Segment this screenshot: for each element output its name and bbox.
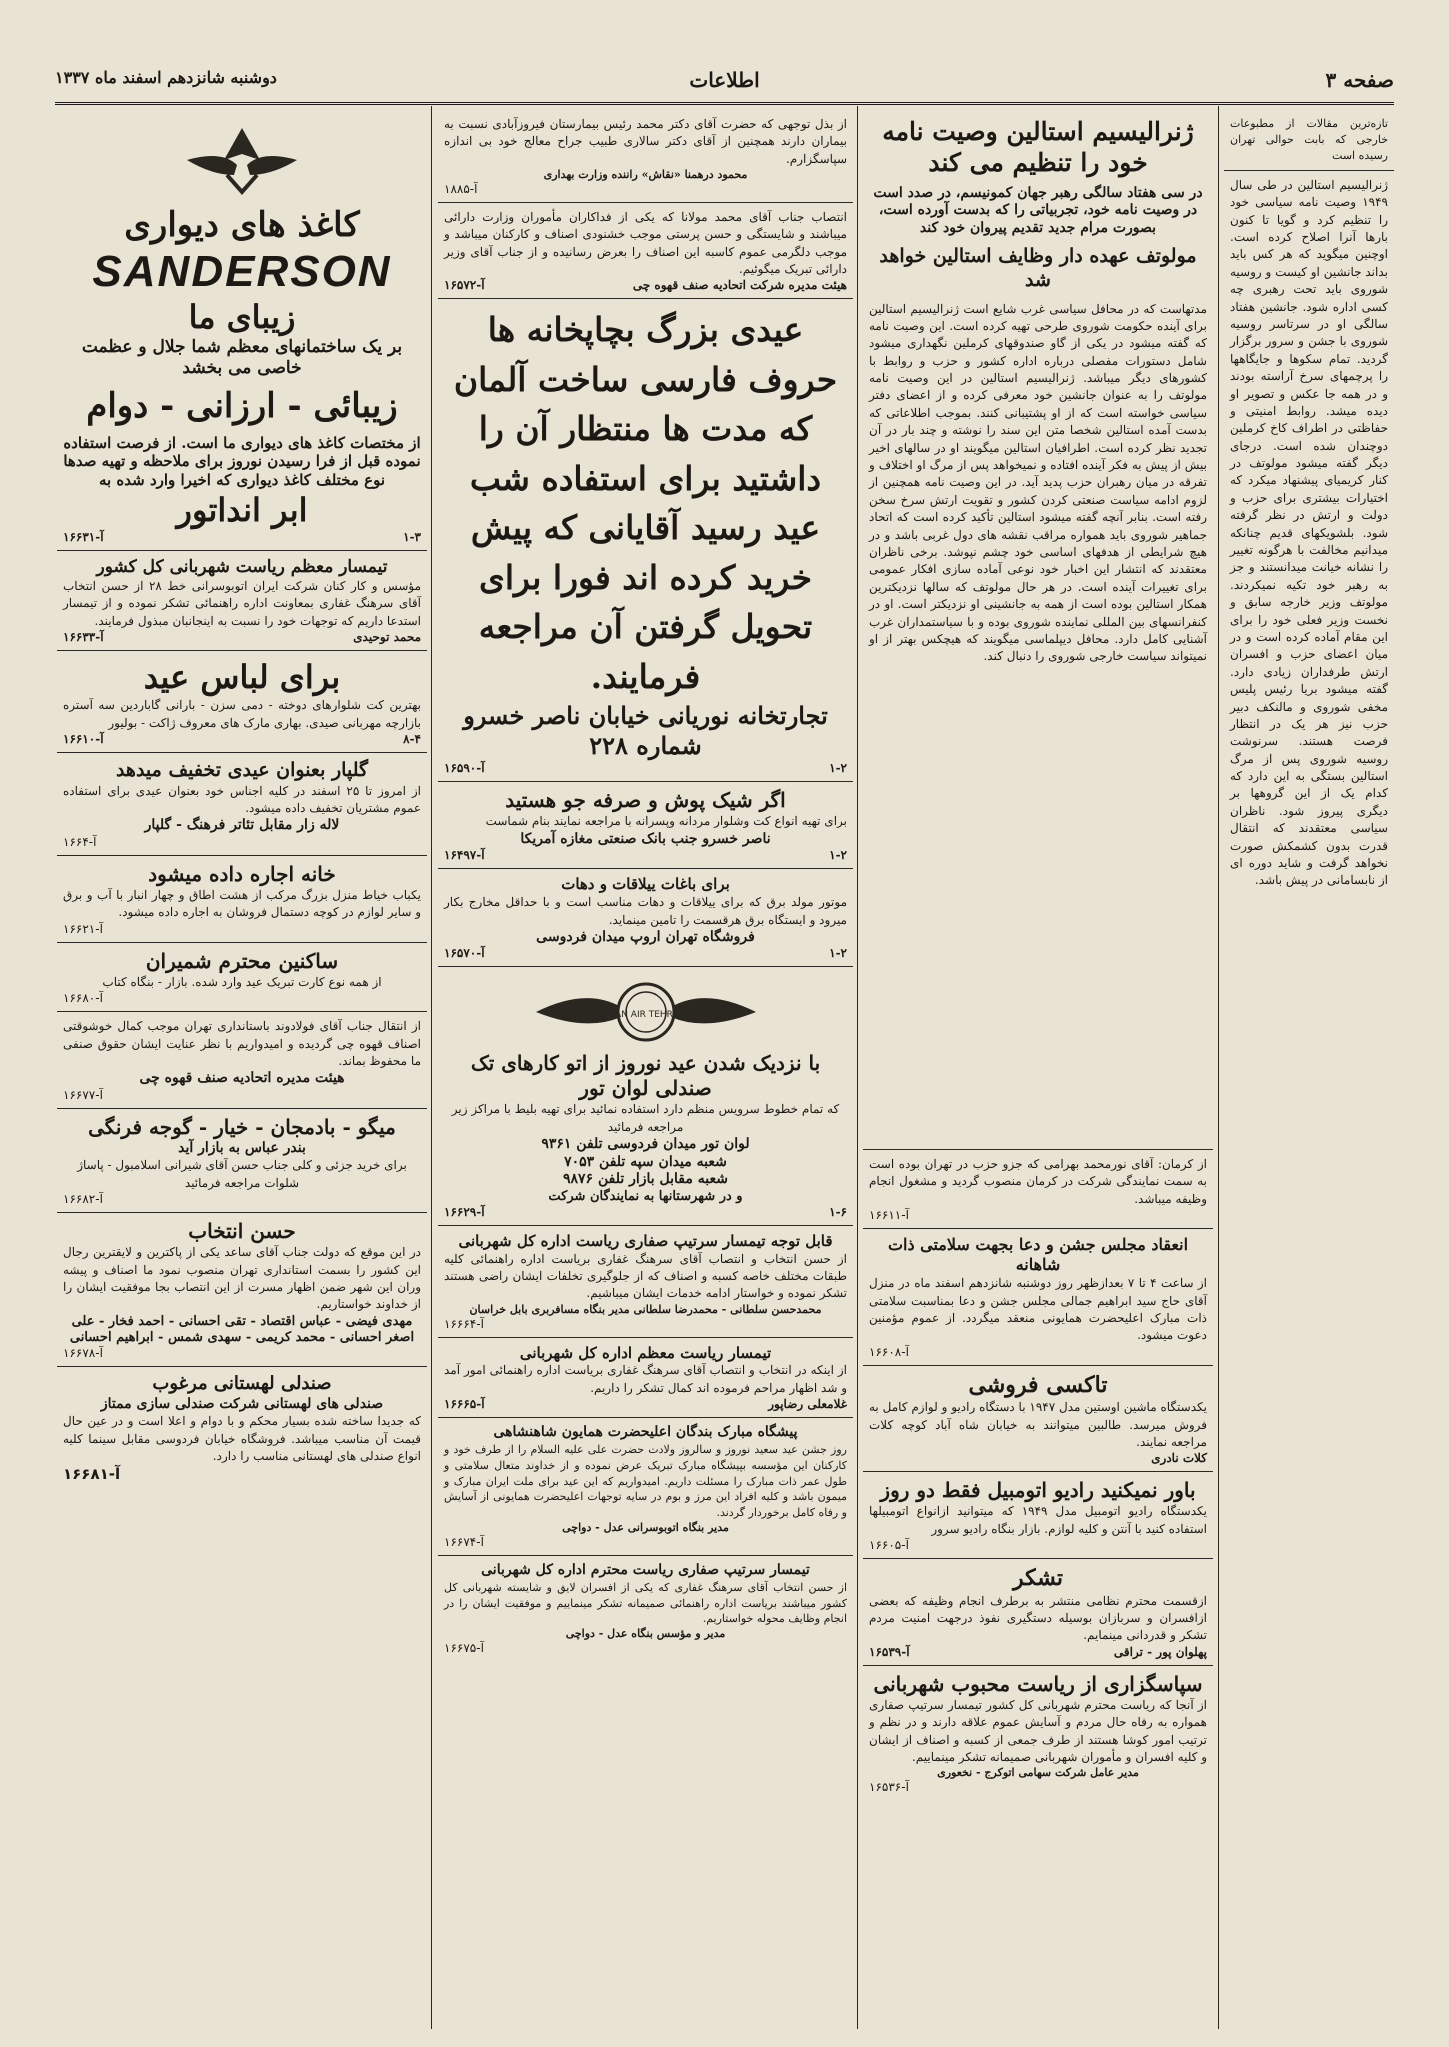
ad-reference: آ-۱۶۵۷۲ [444,278,485,293]
ad-body: برای تهیه انواع کت وشلوار مردانه وپسرانه با مراجعه نمایند بنام شماست [485,814,847,829]
store-name: ابر انداتور [176,490,308,529]
ad-body: موتور مولد برق که برای ییلاقات و دهات مناسب است و با حداقل مخارج بکار میرود و ایستگاه برق هرقسمت را تامین مینماید. [444,895,847,927]
ad-footer [869,1451,1207,1465]
ad-reference: آ-۱۶۶۰۸ [869,1344,909,1359]
notice-title: تیمسار سرتیپ صفاری ریاست محترم اداره کل شهربانی [481,1562,810,1579]
notice-title: تیمسار ریاست معظم اداره کل شهربانی [519,1343,772,1362]
column-3 [438,110,853,2027]
ad-body: از آنجا که ریاست محترم شهربانی کل کشور تیمسار سرتیپ صفاری همواره به رفاه حال مردم و آسایش عموم علاقه دارند و در نظم و ترتیب امور کوشا هستند از طرف جمعی از کسبه و اصناف از ایشان و کلیه افسران و مأموران شهربانی صمیمانه تشکر مینماییم. [869,1697,1207,1765]
ad-title: کاغذ های دیواری [124,205,360,245]
sanderson-emblem-icon [182,120,302,200]
ad-golpar [57,753,427,856]
ad-body: بهترین کت شلوارهای دوخته - دمی سزن - بارانی گاباردین سه آستره بازارچه مهربانی صیدی. بهاری مارک های معروف ژاکت - بولیور [63,698,421,730]
notice-body: از ساعت ۴ تا ۷ بعدازظهر روز دوشنبه شانزدهم اسفند ماه در منزل آقای حاج سید ابراهیم جمالی مجلس جشن و دعا بمناسبت سلامتی ذات مبارک اعلیحضرت همایونی منعقد میگردد. از عموم مؤمنین دعوت میشود. [869,1276,1208,1343]
ad-reference: آ-۱۶۶۴ [63,834,97,849]
notice-body: از انتقال جناب آقای فولادوند باستانداری تهران موجب کمال خوشوقتی اصناف قهوه چی گردیده و امیدواریم با نظر عنایت ایشان حقوق صنفی ما محفوظ بماند. [63,1019,421,1068]
ad-code: ۱-۲ [829,761,847,776]
notice-good-choice [57,1213,427,1367]
ad-radio [863,1472,1213,1559]
ad-body: یکباب خیاط منزل بزرگ مرکب از هشت اطاق و چهار انبار با آب و برق و سایر لوازم در کوچه دستمال فروشان به اجاره داده میشود. [63,887,421,920]
ad-signature: ناصر خسرو جنب بانک صنعتی مغازه آمریکا [520,830,771,847]
ad-body: از همه نوع کارت تبریک عید وارد شده. بازار - بنگاه کتاب [102,974,382,989]
ad-signature: مدیر عامل شرکت سهامی اتوکرج - نخعوری [937,1766,1139,1780]
ad-bus-company [438,967,853,1226]
notice-bus-line [57,551,427,651]
notice-title: پیشگاه مبارک بندگان اعلیحضرت همایون شاهنشاهی [493,1424,798,1441]
ad-body: یکدستگاه ماشین اوستین مدل ۱۹۴۷ با دستگاه رادیو و لوازم کامل به فروش میرسد. طالبین میتوانند به خیابان شاه آباد کوچه کلات مراجعه نمایند. [869,1400,1207,1450]
notice-kerman [863,1150,1213,1229]
notice-body: در این موقع که دولت جناب آقای ساعد یکی از پاکترین و لایقترین رجال این کشور را بسمت استانداری تهران منصوب نمود ما اصناف و پیشه وران این شهر ضمن اظهار مسرت از این انتصاب بجا موفقیت ایشان را از خداوند خواستاریم. [63,1245,421,1312]
ad-body: برای خرید جزئی و کلی جناب حسن آقای شیرانی اسلامبول - پاساژ شلوات مراجعه فرمائید [77,1158,407,1190]
ad-reference: آ-۱۶۵۹۰ [444,761,485,776]
ad-signature: کلات نادری [1151,1451,1207,1466]
masthead-rule [55,102,1394,105]
ad-code: ۱-۳ [403,529,421,544]
ad-title: خانه اجاره داده میشود [148,861,336,886]
notice-union [438,203,853,300]
ad-subtitle: بندر عباس به بازار آید [178,1139,306,1156]
ad-footer [63,530,421,544]
ad-footer [444,278,847,292]
article-subtitle: در سی هفتاد سالگی رهبر جهان کمونیسم، در صدد است در وصیت نامه خود، تجربیاتی را که بدست آورده است، بصورت مرام جدید تقدیم پیروان خود کند [873,184,1203,236]
ad-body: که جدیدا ساخته شده بسیار محکم و با دوام و اعلا است و در عین حال قیمت آن مناسب میباشد. فروشگاه خیابان فردوسی مقابل سینما کلیه انواع صندلی های لهستانی مناسب را دارد. [63,1414,421,1463]
notice-signature: محمد توحیدی [353,630,421,645]
issue-date: دوشنبه شانزدهم اسفند ماه ۱۳۳۷ [55,68,277,87]
article-headline: ژنرالیسیم استالین وصیت نامه خود را تنظیم می کند [882,117,1194,178]
ad-reference: آ-۱۶۶۸۲ [63,1192,103,1207]
notice-body: از کرمان: آقای نورمحمد بهرامی که جزو حزب در تهران بوده است به سمت نمایندگی شرکت در کرمان منصوب گردید و مشغول انجام وظیفه میباشد. [869,1157,1207,1206]
column-4 [57,110,427,2027]
brand-name: SANDERSON [92,246,392,296]
notice-body: از حسن انتخاب و انتصاب آقای سرهنگ غفاری بریاست اداره راهنمائی کلیه طبقات مختلف خاصه کسبه و اصناف که از جلوگیری تخلفات ایشان راضی هستند تشکر نموده و خواستار ادامه خدمات ایشان میباشیم. [444,1251,847,1301]
notice-body: از بذل توجهی که حضرت آقای دکتر محمد رئیس بیمارستان فیروزآبادی نسبت به بیماران دارند همچنین از آقای دکتر سالاری طبیب جراح معالج خود بی اندازه سپاسگزارم. [444,117,847,166]
ad-footer [869,1645,1207,1659]
notice-title: حسن انتخاب [188,1219,296,1244]
masthead [55,60,1394,106]
ad-signature: لاله زار مقابل تئاتر فرهنگ - گلپار [144,817,340,834]
ad-footer [444,761,847,775]
ad-body: یکدستگاه رادیو اتومبیل مدل ۱۹۴۹ که میتوانید ازانواع اتومبیلها استفاده کنید با آنتن و کلیه لوازم. بازار بنگاه رادیو سرور [869,1504,1207,1536]
notice-hospital [438,110,853,203]
ad-line: و در شهرستانها به نمایندگان شرکت [548,1188,743,1204]
ad-footer [444,1397,847,1411]
notice-signature: هیئت مدیره اتحادیه صنف قهوه چی [139,1070,345,1087]
column-rule [431,106,432,2029]
ad-body: از مختصات کاغذ های دیواری ما است. از فرصت استفاده نموده قبل از فرا رسیدن نوروز برای ملاحظه و تهیه صدها نوع مختلف کاغذ دیواری که اخیرا وارد شده به [63,433,421,489]
notice-royal-court [438,1418,853,1556]
notice-signature: محمود درهمنا «نقاش» راننده وزارت بهداری [543,168,748,182]
ad-reference: آ-۱۶۶۷۵ [444,1641,484,1656]
ad-reference: آ-۱۶۶۷۸ [63,1346,103,1361]
ad-reference: آ-۱۶۶۰۵ [869,1538,909,1553]
ad-reference: آ-۱۶۶۸۱ [63,1465,121,1484]
ad-slogan: زیبائی - ارزانی - دوام [86,386,398,426]
ad-line: شعبه مقابل بازار تلفن ۹۸۷۶ [563,1171,728,1188]
ad-signature: تجارتخانه نوریانی خیابان ناصر خسرو شماره ۲۲۸ [463,701,828,761]
ad-footer [63,630,421,644]
ad-tagline: زیبای ما [188,297,296,336]
ad-footer [63,732,421,746]
ad-title: اگر شیک پوش و صرفه جو هستید [505,788,786,813]
notice-title: تیمسار معظم ریاست شهربانی کل کشور [96,556,388,577]
lead-article [863,110,1213,1150]
ad-reference: آ-۱۶۶۲۹ [444,1204,485,1219]
ad-title: میگو - بادمجان - خیار - گوجه فرنگی [88,1114,396,1139]
column-2 [863,110,1213,2027]
ad-title: گلپار بعنوان عیدی تخفیف میدهد [115,758,369,781]
ad-title: باور نمیکنید رادیو اتومبیل فقط دو روز [880,1478,1196,1503]
ad-footer [444,848,847,862]
ad-gratitude-police [863,1666,1213,1800]
winged-logo-icon [526,977,766,1047]
notice-body: روز جشن عید سعید نوروز و سالروز ولادت حضرت علی علیه السلام را از طرف خود و کارکنان این مؤسسه بپیشگاه مبارک تبریک عرض نموده و از خداوند متعال سلامتی و طول عمر ذات مبارک را مسئلت داریم. امیدواریم که این عید برای ملت ایران مبارک و میمون باشد و کلیه افراد این مرز و بوم در سایه توجهات اعلیحضرت همایونی از آسایش و رفاه کامل برخوردار گردند. [444,1442,847,1520]
ad-intro: بر یک ساختمانهای معظم شما جلال و عظمت خاصی می بخشد [81,336,403,378]
ad-subtitle: صندلی های لهستانی شرکت صندلی سازی ممتاز [100,1395,384,1412]
notice-signature: محمدحسن سلطانی - محمدرضا سلطانی مدیر بنگاه مسافربری بابل خراسان [469,1302,822,1316]
ad-chairs [57,1367,427,1489]
ad-title: تاکسی فروشی [968,1371,1108,1398]
ad-title: ساکنین محترم شمیران [145,948,339,973]
ad-footer [444,946,847,960]
ad-reference: آ-۱۶۶۳۱ [63,529,104,544]
ad-signature: پهلوان پور - تراقی [1113,1644,1207,1659]
ad-reference: آ-۱۶۶۶۵ [444,1397,485,1412]
notice-title: قابل توجه تیمسار سرتیپ صفاری ریاست اداره کل شهربانی [458,1231,833,1250]
ad-reference: آ-۱۶۶۸۰ [63,991,103,1006]
article-body: ژنرالیسیم استالین در طی سال ۱۹۴۹ وصیت نامه سیاسی خود را تنظیم کرد و گویا تا کنون بارها آنرا اصلاح کرده است. اوچنین میگوید که هر کس باید بداند جانشین او کیست و روسیه شوروی باید تحت رهبری چه کسی اداره شود. جانشین هفتاد سالگی او در سرتاسر روسیه شوروی با جشن و سرور برگزار گردید. تمام سکوها و جایگاهها را پرچمهای سرخ آراسته بودند و در همه جا عکس و تصویر او دیده میشد. روابط امنیتی و حفاظتی در اطراف کاخ کرملین دوچندان شده است. درجای دیگر گفته میشود مولوتف در کنار کریمیای پیشنهاد میکرد که اختیارات بیشتری برای حزب و دولت و ارتش در نظر گرفته شود. بلشویکهای قدیم چنانکه میدانیم مخالفت با هرگونه تغییر را نشانه خیانت میدانستند و جز به رهبر خود تکیه نمیکردند. مولوتف وزیر خارجه سابق و نخست وزیر فعلی خود را برای این مقام آماده کرده است و در میان اعضای حزب و افسران ارتش طرفداران زیادی دارد. گفته میشود بریا رئیس پلیس مخفی شوروی و مالنکف دبیر حزب نیز هر یک در انتظار فرصت هستند. سرنوشت روسیه شوروی پس از مرگ استالین بستگی به این دارد که کدام یک از این گروهها بر دیگری پیروز شود. ناظران سیاسی معتقدند که انتقال قدرت بدون کشمکش صورت نخواهد گرفت و شاید دوره ای از نابسامانی در پیش باشد. [1229,177,1388,888]
ad-reference: آ-۱۸۸۵ [444,181,478,196]
ad-headline: عیدی بزرگ بچاپخانه ها حروف فارسی ساخت آلمان که مدت ها منتظار آن را داشتید برای استفاده شب عید رسید آقایانی که پیش خرید کرده اند فورا برای تحویل گرفتن آن مراجعه فرمایند. [453,310,838,696]
ad-title: برای لباس عید [143,658,341,697]
column-rule [857,106,858,2029]
notice-body: مؤسس و کار کنان شرکت ایران اتوبوسرانی خط ۲۸ از حسن انتخاب آقای سرهنگ غفاری بمعاونت اداره راهنمائی تشکر نموده و از تیمسار استدعا داریم که توجهات خود را نسبت به اینجانبان مبذول فرمایند. [63,579,421,628]
article-subhead: مولوتف عهده دار وظایف استالین خواهد شد [879,245,1197,291]
ad-line: لوان تور میدان فردوسی تلفن ۹۳۶۱ [541,1136,750,1153]
notice-signature: مدیر بنگاه اتوبوسرانی عدل - دواچی [562,1521,729,1535]
notice-signatures: مهدی فیضی - عباس اقتصاد - تقی احسانی - احمد فخار - علی اصغر احسانی - محمد کریمی - سهدی شمس - ابراهیم احسانی [69,1313,415,1345]
ad-generator [438,869,853,967]
notice-safari [438,1556,853,1661]
ad-shemiran [57,943,427,1012]
notice-title: انعقاد مجلس جشن و دعا بجهت سلامتی ذات شاهانه [887,1235,1189,1275]
ad-reference: آ-۱۶۶۲۱ [63,921,103,936]
column-intro: تازه‌ترین مقالات از مطبوعات خارجی که بابت حوالی تهران رسیده است [1224,110,1394,171]
ad-code: ۱-۲ [829,848,847,863]
ad-body: که تمام خطوط سرویس منظم دارد استفاده نمائید برای تهیه بلیط با مراکز زیر مراجعه فرمائید [451,1102,840,1134]
ad-reference: آ-۱۶۶۳۳ [63,630,104,645]
ad-reference: آ-۱۶۶۱۱ [869,1208,909,1223]
ad-title: تشکر [1012,1565,1064,1592]
ad-printing-type [438,299,853,782]
notice-body: از اینکه در انتخاب و انتصاب آقای سرهنگ غفاری بریاست اداره راهنمائی امور آمد و شد اظهار مراحم فرموده اند کمال تشکر را داریم. [444,1363,847,1395]
ad-wallpaper [57,110,427,551]
article-body: مدتهاست که در محافل سیاسی غرب شایع است ژنرالیسیم استالین برای آینده حکومت شوروی طرحی تهیه کرده است. این وصیت نامه که گفته میشود در یکی از گاو صندوقهای کرملین نگهداری میشود شامل دستورات مفصلی درباره اداره کشور و حزب و روابط با کشورهای دیگر میباشد. ژنرالیسیم استالین در این وصیت نامه مولوتف را به عنوان جانشین خود معرفی کرده و از اعضای دفتر سیاسی خواسته است که از او پشتیبانی کنند. بموجب اطلاعاتی که بدست آمده استالین شخصا متن این سند را نوشته و چند بار در آن تجدید نظر کرده است. اطرافیان استالین میگویند او در سالهای اخیر بیش از پیش به فکر آینده افتاده و نمیخواهد پس از مرگ او اختلاف و تفرقه در میان رهبران حزب پدید آید. در این وصیت نامه همچنین از لزوم ادامه سیاست صنعتی کردن کشور و تقویت ارتش سرخ سخن رفته است. بنابر آنچه گفته میشود استالین تأکید کرده است که اتحاد جماهیر شوروی باید همواره مراقب نقشه های دول غربی باشد و در هیچ شرایطی از هدفهای اساسی خود چشم نپوشد. برخی ناظران معتقدند که انتشار این اخبار خود نوعی آماده سازی افکار عمومی برای تغییرات آینده است. در هر حال مولوتف که سالها نزدیکترین همکار استالین بوده است از همه به جانشینی او نزدیکتر است. او در کنفرانسهای بین المللی نماینده شوروی بوده و با سیاستمداران غرب آشنایی کامل دارد. محافل دیپلماسی میگویند که هیچکس بهتر از او نمیتواند سیاست خارجی شوروی را دنبال کند. [869,301,1207,664]
notice-assembly [863,1229,1213,1366]
ad-reference: آ-۱۶۵۳۶ [869,1780,909,1795]
ad-eid-clothing [57,651,427,753]
notice-body: از حسن انتخاب آقای سرهنگ غفاری که یکی از افسران لایق و شایسته شهربانی کل کشور میباشند بریاست اداره راهنمائی صمیمانه تشکر مینماییم و موفقیت ایشان را در انجام وظایف محوله خواستاریم. [444,1580,847,1626]
notice-signature: هیئت مدیره شرکت اتحادیه صنف قهوه چی [632,278,847,293]
ad-house-rent [57,856,427,943]
ad-reference: آ-۱۶۶۷۷ [63,1087,103,1102]
ad-title: برای باغات ییلاقات و دهات [561,875,730,894]
ad-code: ۱-۶ [829,1204,847,1219]
ad-taxi [863,1366,1213,1473]
notice-police-chief [438,1226,853,1338]
ad-title: صندلی لهستانی مرغوب [152,1373,332,1395]
ad-line: شعبه میدان سپه تلفن ۷۰۵۳ [564,1153,727,1170]
ad-reference: آ-۱۶۶۶۴ [444,1316,484,1331]
page-number: صفحه ۳ [1325,68,1394,92]
ad-code: ۱-۲ [829,946,847,961]
ad-clothing [438,782,853,869]
ad-body: ازقسمت محترم نظامی منتشر به برطرف انجام وظیفه که بعضی ازافسران و سربازان بوسیله دستگیری نفوذ درجهت امنیت مردم تشکر و قدردانی مینمایم. [869,1593,1207,1643]
notice-signature: غلامعلی رضاپور [768,1397,847,1412]
ad-reference: آ-۱۶۵۳۹ [869,1644,910,1659]
notice-signature: مدیر و مؤسس بنگاه عدل - دواچی [565,1627,726,1641]
ad-produce [57,1109,427,1213]
ad-signature: فروشگاه تهران اروپ میدان فردوسی [536,928,755,945]
ad-reference: آ-۱۶۶۷۴ [444,1535,484,1550]
ad-reference: آ-۱۶۶۱۰ [63,731,104,746]
notice-coffee-union [57,1012,427,1109]
column-rule [1218,106,1219,2029]
ad-reference: آ-۱۶۴۹۷ [444,848,485,863]
ad-code: ۸-۴ [403,731,421,746]
column-1 [1224,110,1394,2027]
ad-title: سپاسگزاری از ریاست محبوب شهربانی [873,1671,1203,1696]
newspaper-name: اطلاعات [689,68,760,92]
ad-thanks [863,1559,1213,1666]
notice-traffic [438,1338,853,1419]
logo-text: IRAN AIR TEHRAN [606,1010,685,1021]
ad-footer [444,1205,847,1219]
ad-title: با نزدیک شدن عید نوروز از اتو کارهای تک صندلی لوان تور [470,1051,821,1101]
ad-reference: آ-۱۶۵۷۰ [444,946,485,961]
ad-body: از امروز تا ۲۵ اسفند در کلیه اجناس خود بعنوان عیدی برای استفاده عموم مشتریان تخفیف داده میشود. [63,783,421,816]
notice-body: انتصاب جناب آقای محمد مولانا که یکی از فداکاران مأموران وزارت دارائی میباشند و شایستگی و حسن پرستی موجب خشنودی اصناف و کارکنان میباشد و موجب دلگرمی عموم کاسبه این اصناف را بعرض رسانیده و از جناب آقای وزیر دارائی تبریک میگوئیم. [444,209,847,277]
